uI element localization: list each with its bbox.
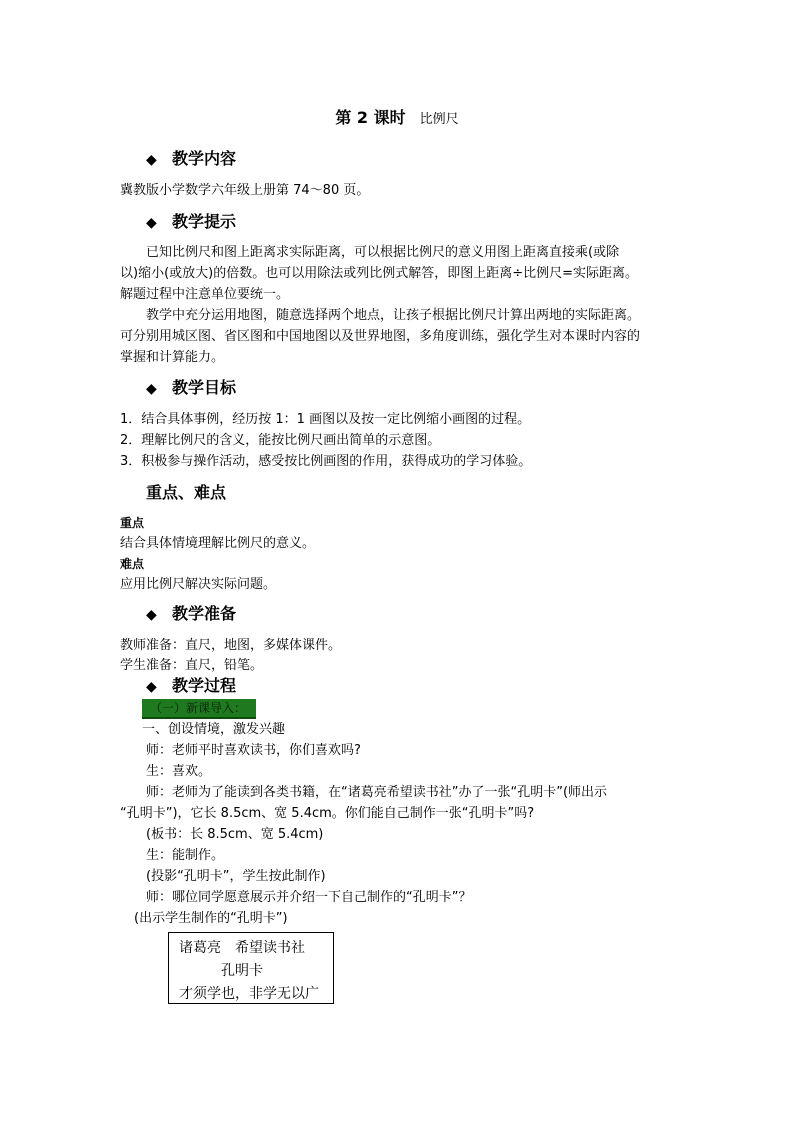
lesson-topic: 比例尺	[419, 112, 459, 127]
diamond-bullet-icon: ◆	[146, 215, 157, 231]
student-prep: 学生准备：直尺，铅笔。	[120, 658, 264, 673]
tips-line: 以)缩小(或放大)的倍数。也可以用除法或列比例式解答，即图上距离÷比例尺=实际距离。	[120, 266, 639, 281]
process-line: “孔明卡”)，它长 8.5cm、宽 5.4cm。你们能自己制作一张“孔明卡”吗?	[120, 806, 535, 821]
heading-process-text: 教学过程	[172, 676, 237, 695]
process-line: (板书：长 8.5cm、宽 5.4cm)	[146, 827, 324, 842]
process-line: 师：老师为了能读到各类书籍，在“诸葛亮希望读书社”办了一张“孔明卡”(师出示	[146, 785, 608, 800]
lesson-number: 第 2 课时	[335, 108, 406, 127]
difficulty-text: 应用比例尺解决实际问题。	[120, 577, 277, 592]
diamond-bullet-icon: ◆	[146, 152, 157, 168]
kongming-card	[168, 932, 334, 1004]
teacher-prep: 教师准备：直尺，地图，多媒体课件。	[120, 638, 342, 653]
card-line-3: 才须学也，非学无以广	[179, 986, 319, 1002]
goal-item: 1．结合具体事例，经历按 1：1 画图以及按一定比例缩小画图的过程。	[120, 412, 531, 427]
process-line: 师：哪位同学愿意展示并介绍一下自己制作的“孔明卡”？	[146, 890, 472, 905]
tips-line: 已知比例尺和图上距离求实际距离，可以根据比例尺的意义用图上距离直接乘(或除	[146, 245, 620, 260]
goal-item: 3．积极参与操作活动，感受按比例画图的作用，获得成功的学习体验。	[120, 454, 532, 469]
heading-prep-text: 教学准备	[172, 604, 237, 623]
heading-content-text: 教学内容	[172, 149, 237, 168]
heading-prep	[146, 603, 236, 626]
goal-item: 2．理解比例尺的含义，能按比例尺画出简单的示意图。	[120, 433, 441, 448]
heading-keypoints	[146, 482, 226, 504]
diamond-bullet-icon: ◆	[146, 607, 157, 623]
section-badge: （一）新课导入：	[142, 699, 256, 719]
tips-line: 解题过程中注意单位要统一。	[120, 287, 290, 302]
heading-process	[146, 675, 236, 698]
diamond-bullet-icon: ◆	[146, 381, 157, 397]
difficulty-label: 难点	[120, 557, 145, 571]
key-label: 重点	[120, 516, 145, 530]
process-line: 一、创设情境，激发兴趣	[142, 722, 286, 737]
process-line: 生：能制作。	[146, 848, 225, 863]
process-line: 生：喜欢。	[146, 764, 212, 779]
tips-line: 教学中充分运用地图，随意选择两个地点，让孩子根据比例尺计算出两地的实际距离。	[146, 308, 641, 323]
page-title	[0, 108, 794, 130]
card-line-2: 孔明卡	[221, 963, 263, 979]
process-line: (投影“孔明卡”，学生按此制作)	[146, 869, 326, 884]
heading-tips	[146, 211, 236, 234]
tips-line: 可分别用城区图、省区图和中国地图以及世界地图，多角度训练，强化学生对本课时内容的	[120, 329, 641, 344]
heading-tips-text: 教学提示	[172, 212, 237, 231]
card-line-1: 诸葛亮 希望读书社	[179, 940, 305, 956]
heading-goals-text: 教学目标	[172, 378, 237, 397]
process-line: 师：老师平时喜欢读书，你们喜欢吗?	[146, 743, 361, 758]
heading-content	[146, 148, 236, 171]
key-text: 结合具体情境理解比例尺的意义。	[120, 536, 316, 551]
process-line: (出示学生制作的“孔明卡”)	[134, 911, 288, 926]
content-text: 冀教版小学数学六年级上册第 74～80 页。	[120, 183, 370, 198]
heading-keypoints-text: 重点、难点	[146, 483, 227, 502]
heading-goals	[146, 377, 236, 400]
tips-line: 掌握和计算能力。	[120, 350, 225, 365]
diamond-bullet-icon: ◆	[146, 679, 157, 695]
